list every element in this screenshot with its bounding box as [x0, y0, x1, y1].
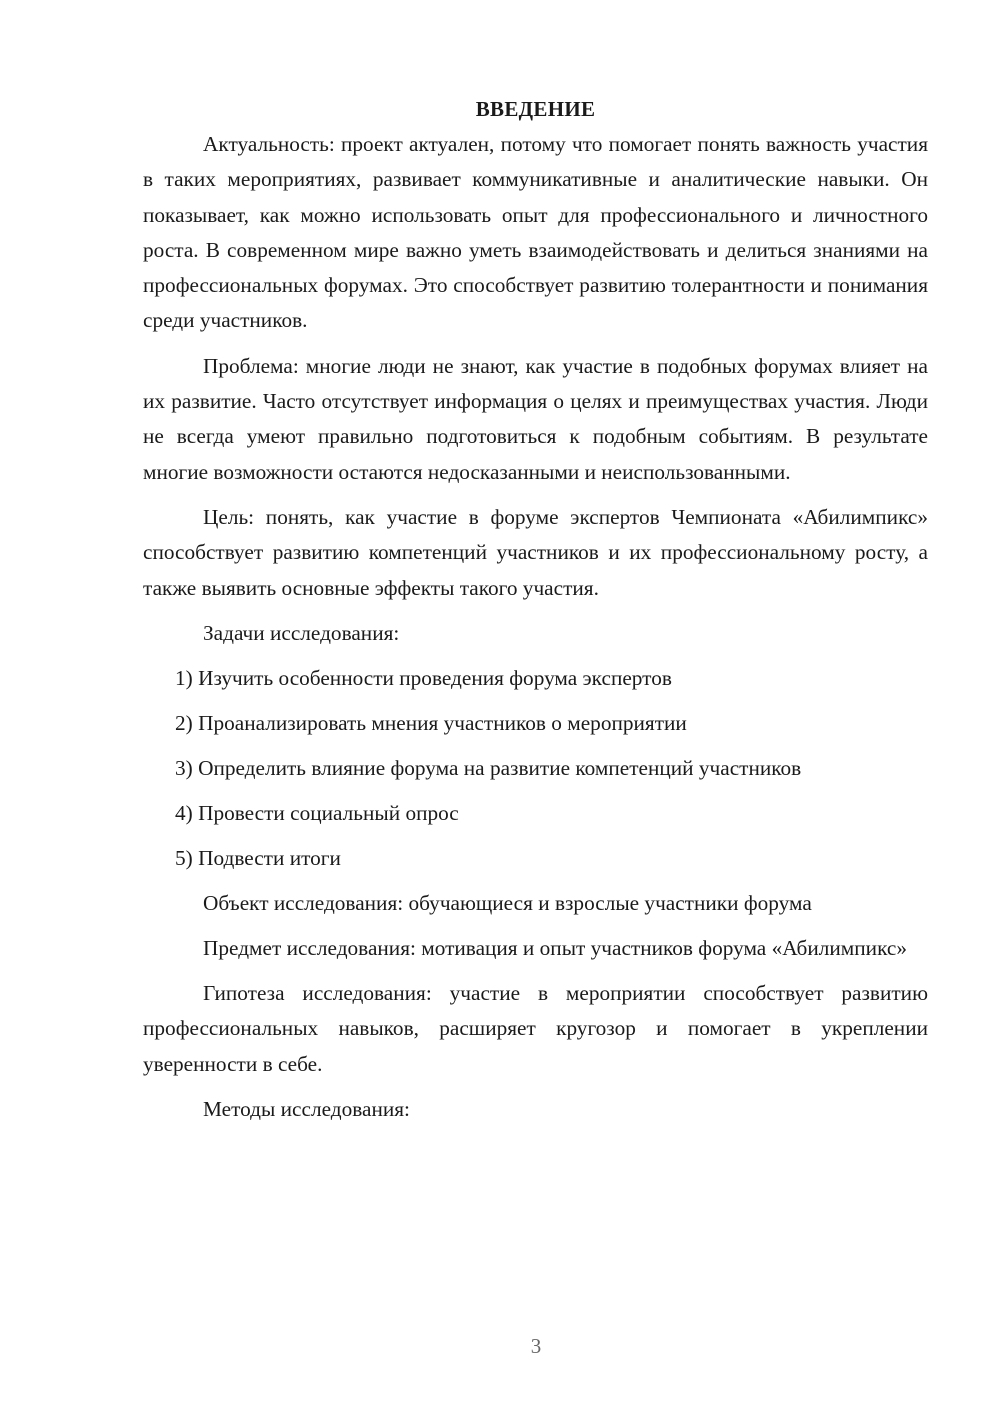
relevance-paragraph: Актуальность: проект актуален, потому что помогает понять важность участия в таких мероприятиях, развивает коммуникативные и аналитические навыки. Он показывает, как можно использовать опыт для профессионального и личностного роста. В современном мире важно уметь взаимодействовать и делиться знаниями на профессиональных форумах. Это способствует развитию толерантности и понимания среди участников.	[143, 132, 928, 333]
page-content	[143, 92, 928, 1137]
problem-paragraph: Проблема: многие люди не знают, как участие в подобных форумах влияет на их развитие. Часто отсутствует информация о целях и преимуществах участия. Люди не всегда умеют правильно подготовиться к подобным событиям. В результате многие возможности остаются недосказанными и неиспользованными.	[143, 353, 928, 484]
task-item: 1) Изучить особенности проведения форума экспертов	[175, 665, 672, 690]
methods-heading: Методы исследования:	[203, 1097, 410, 1122]
task-item: 5) Подвести итоги	[175, 845, 341, 870]
task-item: 4) Провести социальный опрос	[175, 800, 459, 825]
subject-paragraph: Предмет исследования: мотивация и опыт участников форума «Абилимпикс»	[203, 935, 907, 960]
hypothesis-paragraph: Гипотеза исследования: участие в мероприятии способствует развитию профессиональных навыков, расширяет кругозор и помогает в укреплении уверенности в себе.	[143, 981, 928, 1076]
page-number: 3	[530, 1334, 542, 1358]
task-item: 3) Определить влияние форума на развитие компетенций участников	[175, 755, 802, 780]
object-paragraph: Объект исследования: обучающиеся и взрослые участники форума	[203, 890, 812, 915]
section-title: ВВЕДЕНИЕ	[475, 97, 596, 121]
task-item: 2) Проанализировать мнения участников о мероприятии	[175, 710, 687, 735]
tasks-list	[143, 661, 928, 876]
goal-paragraph: Цель: понять, как участие в форуме экспертов Чемпионата «Абилимпикс» способствует развитию компетенций участников и их профессиональному росту, а также выявить основные эффекты такого участия.	[143, 504, 928, 600]
tasks-heading: Задачи исследования:	[203, 620, 400, 645]
